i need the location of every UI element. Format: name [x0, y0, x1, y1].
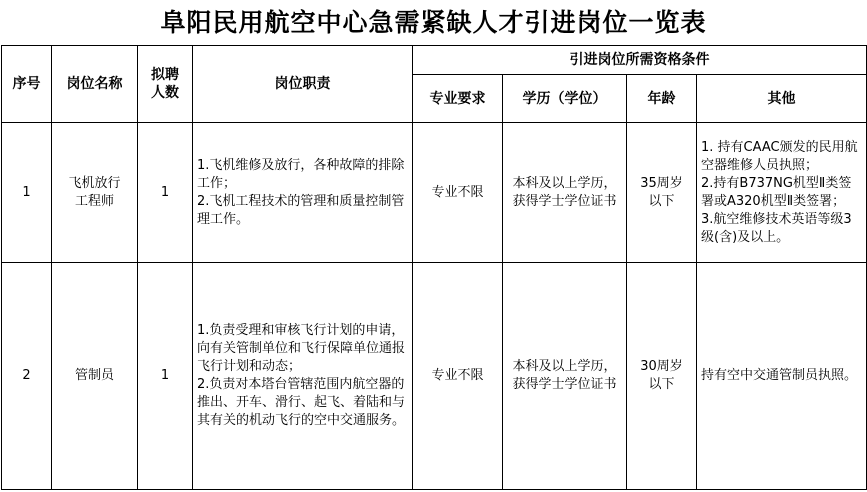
row-education: 本科及以上学历，获得学士学位证书: [503, 123, 627, 263]
row-position: 飞机放行 工程师: [52, 123, 138, 263]
table-row: [2, 263, 867, 490]
row-duties: 1.负责受理和审核飞行计划的申请，向有关管制单位和飞行保障单位通报飞行计划和动态； 2.负责对本塔台管辖范围内航空器的推出、开车、滑行、起飞、着陆和与其有关的机动飞行的空中交通服务。: [193, 263, 413, 490]
row-seq: 1: [2, 123, 52, 263]
row-count: 1: [138, 123, 193, 263]
header-duties: 岗位职责: [193, 46, 413, 123]
table-row: [2, 123, 867, 263]
row-duties: 1.飞机维修及放行，各种故障的排除工作； 2.飞机工程技术的管理和质量控制管理工作。: [193, 123, 413, 263]
header-age: 年龄: [627, 75, 697, 123]
page-title: 阜阳民用航空中心急需紧缺人才引进岗位一览表: [160, 8, 707, 37]
positions-table: [1, 45, 867, 490]
row-education: 本科及以上学历，获得学士学位证书: [503, 263, 627, 490]
row-age: 35周岁 以下: [627, 123, 697, 263]
header-major: 专业要求: [413, 75, 503, 123]
header-education: 学历（学位）: [503, 75, 627, 123]
header-other: 其他: [697, 75, 867, 123]
row-age: 30周岁 以下: [627, 263, 697, 490]
row-other: 1. 持有CAAC颁发的民用航空器维修人员执照； 2.持有B737NG机型Ⅱ类签署或A320机型Ⅱ类签署； 3.航空维修技术英语等级3级(含)及以上。: [697, 123, 867, 263]
row-major: 专业不限: [413, 263, 503, 490]
row-other: 持有空中交通管制员执照。: [697, 263, 867, 490]
row-seq: 2: [2, 263, 52, 490]
header-seq: 序号: [2, 46, 52, 123]
header-position: 岗位名称: [52, 46, 138, 123]
row-count: 1: [138, 263, 193, 490]
row-major: 专业不限: [413, 123, 503, 263]
header-count: 拟聘 人数: [138, 46, 193, 123]
row-position: 管制员: [52, 263, 138, 490]
header-requirements: 引进岗位所需资格条件: [413, 46, 867, 75]
header-row: [2, 46, 867, 75]
